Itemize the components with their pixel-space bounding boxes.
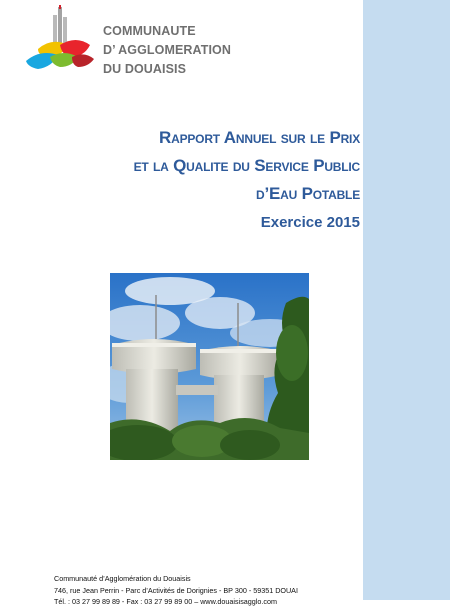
footer-line-1: Communauté d’Agglomération du Douaisis	[54, 574, 191, 583]
footer-address	[54, 573, 298, 608]
cad-logo	[20, 5, 100, 75]
organization-line-2: D’ AGGLOMERATION	[103, 43, 231, 57]
report-title-block	[40, 124, 360, 231]
footer-line-2: 746, rue Jean Perrin - Parc d’Activités de Dorignies - BP 300 - 59351 DOUAI	[54, 585, 298, 595]
report-title-line-1: Rapport Annuel sur le Prix	[159, 128, 360, 147]
report-title-line-2: et la Qualite du Service Public	[133, 156, 360, 175]
organization-line-3: DU DOUAISIS	[103, 62, 187, 76]
water-towers-photo	[110, 273, 309, 460]
organization-name	[103, 22, 353, 79]
side-decorative-band	[363, 0, 450, 600]
footer-line-3: Tél. : 03 27 99 89 89 - Fax : 03 27 99 89 00 – www.douaisisagglo.com	[54, 597, 277, 606]
exercice-year: Exercice 2015	[260, 214, 360, 231]
organization-line-1: COMMUNAUTE	[103, 24, 196, 38]
report-title-line-3: d’Eau Potable	[256, 184, 360, 203]
